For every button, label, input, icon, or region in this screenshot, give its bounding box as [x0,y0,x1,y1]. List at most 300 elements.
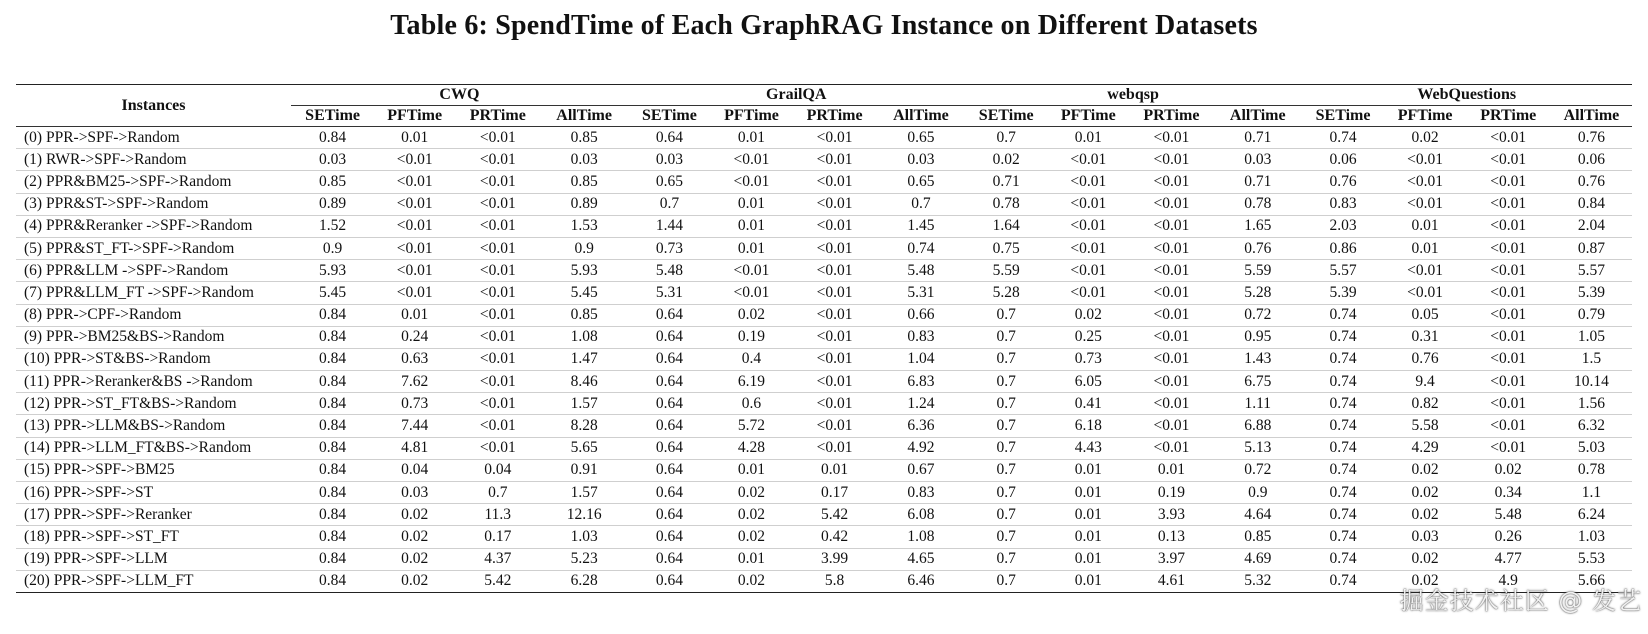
table-cell: 2.04 [1551,215,1632,237]
table-row [16,282,1632,304]
table-cell: 0.85 [540,304,627,326]
table-cell: 1.44 [628,215,711,237]
table-cell: <0.01 [792,127,877,149]
table-cell: <0.01 [1129,393,1214,415]
table-cell: 0.64 [628,482,711,504]
instance-name: (12) PPR->ST_FT&BS->Random [16,393,291,415]
table-cell: <0.01 [1466,393,1551,415]
table-row [16,393,1632,415]
table-cell: 1.08 [540,326,627,348]
table-cell: 0.01 [1048,504,1129,526]
table-cell: 1.03 [540,526,627,548]
table-cell: 0.19 [711,326,792,348]
table-cell: 0.03 [1385,526,1466,548]
table-cell: 0.79 [1551,304,1632,326]
table-cell: <0.01 [1466,171,1551,193]
table-cell: 5.42 [455,570,540,592]
table-cell: 0.19 [1129,482,1214,504]
table-cell: <0.01 [792,393,877,415]
table-cell: 12.16 [540,504,627,526]
table-cell: 0.01 [1048,459,1129,481]
table-cell: <0.01 [792,215,877,237]
table-cell: 4.64 [1214,504,1301,526]
table-row [16,171,1632,193]
table-cell: <0.01 [792,260,877,282]
table-cell: 0.7 [628,193,711,215]
metric-header-prtime: PRTime [792,106,877,127]
table-cell: 0.02 [1385,459,1466,481]
table-cell: <0.01 [455,326,540,348]
table-cell: 4.43 [1048,437,1129,459]
table-cell: 0.76 [1301,171,1384,193]
table-cell: 0.76 [1214,237,1301,259]
table-cell: <0.01 [1129,415,1214,437]
table-cell: 0.72 [1214,304,1301,326]
instance-name: (1) RWR->SPF->Random [16,149,291,171]
table-cell: 6.83 [877,371,964,393]
table-cell: 0.65 [877,171,964,193]
table-cell: <0.01 [792,282,877,304]
table-cell: <0.01 [711,171,792,193]
table-row [16,526,1632,548]
table-cell: 2.03 [1301,215,1384,237]
table-cell: 0.76 [1385,348,1466,370]
table-cell: 0.83 [1301,193,1384,215]
table-cell: <0.01 [1129,193,1214,215]
table-cell: 7.62 [374,371,455,393]
table-cell: 0.7 [965,504,1048,526]
table-cell: <0.01 [455,304,540,326]
table-cell: <0.01 [455,282,540,304]
table-cell: 5.31 [877,282,964,304]
instance-name: (0) PPR->SPF->Random [16,127,291,149]
table-cell: 0.02 [1048,304,1129,326]
table-cell: 5.48 [1466,504,1551,526]
table-cell: 5.13 [1214,437,1301,459]
table-cell: 0.9 [1214,482,1301,504]
table-cell: 0.83 [877,482,964,504]
table-cell: 0.74 [1301,415,1384,437]
table-cell: 0.01 [711,127,792,149]
table-row [16,237,1632,259]
instances-header: Instances [16,85,291,127]
table-cell: 0.02 [1385,504,1466,526]
table-row [16,548,1632,570]
instance-name: (20) PPR->SPF->LLM_FT [16,570,291,592]
table-cell: 0.91 [540,459,627,481]
table-cell: <0.01 [1466,348,1551,370]
table-cell: <0.01 [1048,282,1129,304]
table-cell: <0.01 [455,371,540,393]
table-cell: 0.66 [877,304,964,326]
table-cell: <0.01 [1129,215,1214,237]
table-cell: 0.7 [965,482,1048,504]
table-cell: 0.7 [965,326,1048,348]
table-cell: 0.42 [792,526,877,548]
table-container [16,84,1632,593]
metric-header-alltime: AllTime [1214,106,1301,127]
table-cell: 0.64 [628,326,711,348]
table-cell: 5.66 [1551,570,1632,592]
metric-header-setime: SETime [291,106,374,127]
table-cell: 0.7 [455,482,540,504]
table-cell: <0.01 [1048,149,1129,171]
table-cell: <0.01 [1048,193,1129,215]
table-cell: <0.01 [792,171,877,193]
table-cell: 0.84 [291,482,374,504]
table-cell: 0.02 [711,570,792,592]
table-cell: 4.61 [1129,570,1214,592]
metric-header-alltime: AllTime [540,106,627,127]
table-row [16,215,1632,237]
instance-name: (10) PPR->ST&BS->Random [16,348,291,370]
metric-header-setime: SETime [1301,106,1384,127]
table-cell: <0.01 [1385,282,1466,304]
table-cell: 0.74 [1301,459,1384,481]
table-cell: 0.01 [1385,215,1466,237]
table-cell: 6.18 [1048,415,1129,437]
table-cell: <0.01 [1466,193,1551,215]
table-cell: 0.64 [628,127,711,149]
metric-header-setime: SETime [965,106,1048,127]
table-cell: 0.01 [1048,127,1129,149]
table-cell: <0.01 [1129,304,1214,326]
table-cell: 6.28 [540,570,627,592]
table-cell: 3.97 [1129,548,1214,570]
table-cell: 4.81 [374,437,455,459]
table-cell: 0.01 [711,237,792,259]
table-cell: <0.01 [374,282,455,304]
table-cell: 0.01 [711,548,792,570]
table-row [16,193,1632,215]
table-cell: <0.01 [455,171,540,193]
table-cell: 0.84 [291,459,374,481]
table-cell: 0.76 [1551,171,1632,193]
table-cell: <0.01 [1466,127,1551,149]
table-cell: 0.73 [374,393,455,415]
table-cell: 5.45 [540,282,627,304]
table-cell: <0.01 [455,215,540,237]
table-cell: <0.01 [1129,149,1214,171]
table-cell: 5.45 [291,282,374,304]
table-cell: 6.88 [1214,415,1301,437]
table-cell: 0.64 [628,393,711,415]
table-cell: 0.95 [1214,326,1301,348]
table-cell: 0.01 [1048,570,1129,592]
table-cell: 0.85 [540,171,627,193]
table-cell: 0.03 [540,149,627,171]
table-cell: 0.7 [965,548,1048,570]
table-cell: 0.34 [1466,482,1551,504]
table-cell: 0.64 [628,459,711,481]
table-cell: 0.6 [711,393,792,415]
table-cell: 0.03 [628,149,711,171]
table-cell: 1.53 [540,215,627,237]
table-cell: 0.78 [1214,193,1301,215]
table-cell: 0.86 [1301,237,1384,259]
metric-header-prtime: PRTime [1129,106,1214,127]
table-cell: <0.01 [1466,371,1551,393]
table-cell: 4.69 [1214,548,1301,570]
instance-name: (11) PPR->Reranker&BS ->Random [16,371,291,393]
table-cell: 1.47 [540,348,627,370]
metric-header-pftime: PFTime [711,106,792,127]
table-cell: 0.06 [1551,149,1632,171]
table-cell: 0.84 [291,371,374,393]
table-cell: <0.01 [1466,237,1551,259]
table-cell: <0.01 [455,393,540,415]
instance-name: (18) PPR->SPF->ST_FT [16,526,291,548]
table-cell: 8.46 [540,371,627,393]
table-cell: <0.01 [1129,282,1214,304]
instance-name: (13) PPR->LLM&BS->Random [16,415,291,437]
table-row [16,570,1632,592]
table-cell: 5.57 [1301,260,1384,282]
table-cell: 0.13 [1129,526,1214,548]
table-cell: 8.28 [540,415,627,437]
table-cell: 1.03 [1551,526,1632,548]
table-header [16,85,1632,127]
table-cell: <0.01 [1385,171,1466,193]
table-cell: 0.76 [1551,127,1632,149]
table-cell: 0.84 [291,504,374,526]
table-cell: 0.31 [1385,326,1466,348]
table-cell: 0.7 [965,393,1048,415]
table-cell: <0.01 [1466,326,1551,348]
table-cell: 0.02 [1385,482,1466,504]
table-cell: <0.01 [792,348,877,370]
table-cell: 4.37 [455,548,540,570]
table-cell: 6.75 [1214,371,1301,393]
table-cell: 0.64 [628,548,711,570]
table-cell: 6.24 [1551,504,1632,526]
table-cell: 0.74 [1301,326,1384,348]
table-cell: 0.75 [965,237,1048,259]
table-cell: 11.3 [455,504,540,526]
group-header-grailqa: GrailQA [628,85,965,106]
table-cell: 1.1 [1551,482,1632,504]
instance-name: (7) PPR&LLM_FT ->SPF->Random [16,282,291,304]
table-cell: 0.01 [1048,548,1129,570]
table-row [16,326,1632,348]
metric-header-alltime: AllTime [877,106,964,127]
table-cell: <0.01 [455,437,540,459]
instance-name: (15) PPR->SPF->BM25 [16,459,291,481]
table-cell: 0.84 [291,415,374,437]
table-cell: 0.71 [1214,127,1301,149]
metric-header-prtime: PRTime [455,106,540,127]
table-cell: <0.01 [455,237,540,259]
table-cell: <0.01 [1466,149,1551,171]
table-cell: 0.65 [877,127,964,149]
table-cell: 6.05 [1048,371,1129,393]
table-cell: 0.4 [711,348,792,370]
table-cell: 1.52 [291,215,374,237]
table-cell: 6.46 [877,570,964,592]
table-row [16,415,1632,437]
table-cell: 0.04 [455,459,540,481]
instance-name: (19) PPR->SPF->LLM [16,548,291,570]
table-cell: 0.65 [628,171,711,193]
table-cell: 0.71 [965,171,1048,193]
table-cell: 0.01 [792,459,877,481]
table-cell: <0.01 [1048,237,1129,259]
table-cell: <0.01 [1385,193,1466,215]
table-cell: <0.01 [1129,326,1214,348]
instance-name: (5) PPR&ST_FT->SPF->Random [16,237,291,259]
table-cell: 0.7 [965,348,1048,370]
table-row [16,149,1632,171]
table-cell: 0.02 [374,570,455,592]
table-row [16,459,1632,481]
table-cell: 0.06 [1301,149,1384,171]
table-cell: 0.84 [291,548,374,570]
table-row [16,127,1632,149]
table-cell: <0.01 [455,193,540,215]
table-cell: 0.01 [374,304,455,326]
table-cell: 0.67 [877,459,964,481]
table-cell: <0.01 [455,127,540,149]
table-cell: <0.01 [1048,215,1129,237]
table-cell: 0.82 [1385,393,1466,415]
table-cell: 1.64 [965,215,1048,237]
table-cell: 0.02 [711,482,792,504]
table-cell: <0.01 [792,415,877,437]
table-cell: 5.23 [540,548,627,570]
table-cell: 1.45 [877,215,964,237]
table-cell: 5.48 [877,260,964,282]
table-cell: <0.01 [1466,282,1551,304]
table-cell: 5.39 [1551,282,1632,304]
table-cell: 0.84 [291,326,374,348]
table-cell: 5.58 [1385,415,1466,437]
metric-header-pftime: PFTime [374,106,455,127]
table-cell: 1.05 [1551,326,1632,348]
table-cell: <0.01 [792,237,877,259]
table-cell: 0.84 [291,127,374,149]
table-cell: <0.01 [374,193,455,215]
table-cell: 1.5 [1551,348,1632,370]
table-cell: 0.7 [965,570,1048,592]
table-cell: 0.01 [711,459,792,481]
table-cell: 6.32 [1551,415,1632,437]
table-cell: 0.73 [1048,348,1129,370]
table-cell: 0.64 [628,437,711,459]
table-cell: 0.26 [1466,526,1551,548]
table-cell: 0.74 [1301,348,1384,370]
table-cell: 1.04 [877,348,964,370]
table-cell: 0.74 [1301,437,1384,459]
table-cell: 0.03 [877,149,964,171]
table-cell: <0.01 [1129,127,1214,149]
table-cell: <0.01 [792,371,877,393]
table-cell: 0.64 [628,415,711,437]
table-cell: 0.74 [1301,393,1384,415]
table-cell: 0.84 [291,526,374,548]
table-cell: 0.85 [1214,526,1301,548]
table-cell: 0.72 [1214,459,1301,481]
table-cell: 1.43 [1214,348,1301,370]
table-cell: <0.01 [1048,260,1129,282]
table-cell: 0.04 [374,459,455,481]
table-cell: <0.01 [1048,171,1129,193]
table-cell: <0.01 [792,304,877,326]
table-row [16,371,1632,393]
table-cell: <0.01 [1466,415,1551,437]
group-header-webqsp: webqsp [965,85,1302,106]
table-cell: 0.84 [1551,193,1632,215]
table-cell: <0.01 [1129,437,1214,459]
table-cell: 0.74 [1301,526,1384,548]
table-cell: <0.01 [1466,437,1551,459]
instance-name: (17) PPR->SPF->Reranker [16,504,291,526]
table-cell: 5.72 [711,415,792,437]
table-cell: <0.01 [374,215,455,237]
table-cell: 0.9 [291,237,374,259]
table-cell: 3.93 [1129,504,1214,526]
table-cell: 0.64 [628,348,711,370]
table-cell: 0.74 [1301,304,1384,326]
table-cell: <0.01 [455,415,540,437]
table-cell: 5.48 [628,260,711,282]
table-cell: <0.01 [1129,171,1214,193]
table-cell: 0.02 [711,526,792,548]
table-cell: 0.24 [374,326,455,348]
table-cell: 5.59 [1214,260,1301,282]
table-cell: <0.01 [792,326,877,348]
table-cell: <0.01 [1385,149,1466,171]
table-cell: 4.77 [1466,548,1551,570]
table-cell: 1.24 [877,393,964,415]
instance-name: (3) PPR&ST->SPF->Random [16,193,291,215]
table-cell: 0.03 [291,149,374,171]
table-cell: 0.74 [1301,482,1384,504]
table-cell: 1.56 [1551,393,1632,415]
table-cell: 0.64 [628,526,711,548]
table-cell: 0.78 [965,193,1048,215]
table-cell: 0.02 [374,526,455,548]
table-cell: <0.01 [374,237,455,259]
table-cell: <0.01 [1129,371,1214,393]
table-cell: 0.02 [1466,459,1551,481]
table-cell: <0.01 [1129,348,1214,370]
table-cell: 1.11 [1214,393,1301,415]
table-cell: 6.08 [877,504,964,526]
table-cell: 5.03 [1551,437,1632,459]
table-cell: 0.74 [1301,371,1384,393]
table-cell: 5.8 [792,570,877,592]
table-cell: 5.32 [1214,570,1301,592]
table-row [16,504,1632,526]
instance-name: (2) PPR&BM25->SPF->Random [16,171,291,193]
table-cell: 0.01 [1385,237,1466,259]
table-cell: 0.78 [1551,459,1632,481]
table-cell: <0.01 [455,149,540,171]
table-cell: 0.02 [374,548,455,570]
table-cell: 0.02 [711,504,792,526]
table-cell: 0.25 [1048,326,1129,348]
table-cell: 0.84 [291,304,374,326]
table-cell: 6.19 [711,371,792,393]
instance-name: (16) PPR->SPF->ST [16,482,291,504]
table-row [16,304,1632,326]
table-cell: <0.01 [792,149,877,171]
table-cell: 4.65 [877,548,964,570]
table-cell: 0.74 [877,237,964,259]
table-cell: 0.89 [291,193,374,215]
table-cell: 0.64 [628,570,711,592]
table-cell: 6.36 [877,415,964,437]
